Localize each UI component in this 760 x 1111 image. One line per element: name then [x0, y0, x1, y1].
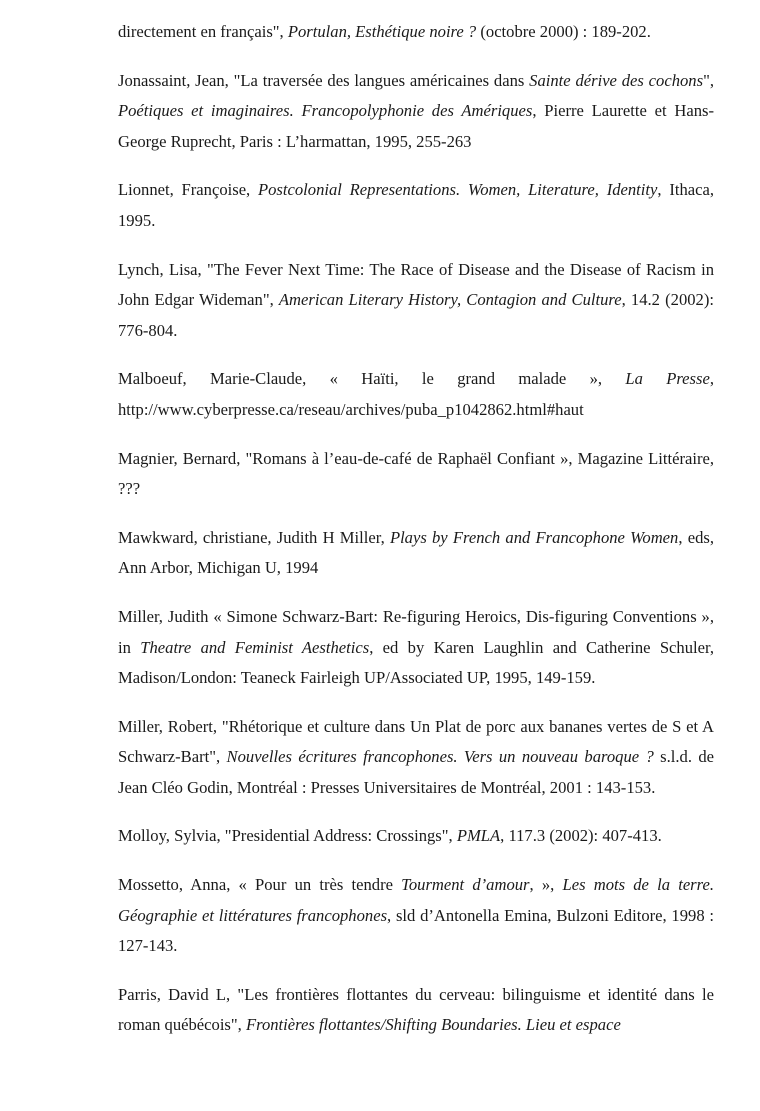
entry-text: Magnier, Bernard, "Romans à l’eau-de-café de Raphaël Confiant », Magazine Littéraire, ???: [118, 448, 714, 499]
entry-text: Mossetto, Anna, « Pour un très tendre: [118, 875, 402, 895]
entry-text: Miller, Judith « Simone Schwarz-Bart: Re-figuring Heroics, Dis-figuring Conventions », in: [118, 606, 714, 657]
entry-text: , Ithaca, 1995.: [118, 180, 715, 230]
bibliography-entry: [118, 712, 714, 804]
bibliography-entry: [118, 821, 714, 852]
entry-title: Les mots de la terre. Géographie et littératures francophones: [118, 875, 714, 925]
bibliography-entry: [118, 602, 714, 694]
entry-title: Postcolonial Representations. Women, Literature, Identity: [258, 180, 658, 200]
bibliography-entry: [118, 980, 714, 1041]
entry-text: , http://www.cyberpresse.ca/reseau/archives/puba_p1042862.html#haut: [118, 369, 714, 419]
entry-title: American Literary History, Contagion and Culture: [278, 290, 622, 310]
entry-title: PMLA: [456, 826, 501, 846]
entry-text: , 117.3 (2002): 407-413.: [500, 826, 662, 846]
entry-text: ",: [703, 70, 714, 90]
bibliography-entry: [118, 523, 714, 584]
entry-text: Parris, David L, "Les frontières flottantes du cerveau: bilinguisme et identité dans le roman québécois",: [118, 984, 714, 1035]
entry-text: , sld d’Antonella Emina, Bulzoni Editore, 1998 : 127-143.: [118, 905, 715, 956]
entry-text: Lionnet, Françoise,: [118, 180, 258, 200]
entry-title: Poétiques et imaginaires. Francopolyphonie des Amériques: [118, 101, 533, 121]
entry-text: Lynch, Lisa, "The Fever Next Time: The Race of Disease and the Disease of Racism in John Edgar Wideman",: [118, 259, 714, 310]
entry-text: (octobre 2000) : 189-202.: [476, 22, 651, 41]
entry-text: , eds, Ann Arbor, Michigan U, 1994: [118, 527, 714, 578]
bibliography-entry: [118, 870, 714, 962]
bibliography-page: [118, 17, 714, 1059]
bibliography-entry: [118, 444, 714, 505]
entry-text: Miller, Robert, "Rhétorique et culture dans Un Plat de porc aux bananes vertes de S et A Schwarz-Bart",: [118, 716, 714, 767]
entry-title: Frontières flottantes/Shifting Boundaries. Lieu et espace: [245, 1015, 621, 1035]
bibliography-entry: [118, 364, 714, 425]
entry-text: , »,: [529, 875, 563, 895]
entry-title: Theatre and Feminist Aesthetics: [140, 637, 370, 657]
entry-text: s.l.d. de Jean Cléo Godin, Montréal : Presses Universitaires de Montréal, 2001 : 143-153.: [118, 747, 715, 797]
entry-title: La Presse: [625, 369, 710, 389]
entry-text: Mawkward, christiane, Judith H Miller,: [118, 527, 390, 547]
entry-title: Sainte dérive des cochons: [529, 70, 704, 90]
entry-text: , Pierre Laurette et Hans-George Ruprecht, Paris : L’harmattan, 1995, 255-263: [118, 101, 714, 151]
entry-title: Plays by French and Francophone Women: [389, 527, 679, 547]
entry-title: Tourment d’amour: [401, 875, 530, 895]
bibliography-entry: [118, 255, 714, 347]
entry-title: Nouvelles écritures francophones. Vers un nouveau baroque ?: [226, 747, 654, 767]
entry-text: Molloy, Sylvia, "Presidential Address: Crossings",: [118, 826, 457, 846]
entry-text: , ed by Karen Laughlin and Catherine Schuler, Madison/London: Teaneck Fairleigh UP/Associated UP, 1995, 149-159.: [118, 637, 714, 688]
bibliography-entry: [118, 66, 714, 158]
bibliography-entry: [118, 17, 714, 48]
entry-title: Portulan, Esthétique noire ?: [287, 22, 477, 41]
entry-text: Jonassaint, Jean, "La traversée des langues américaines dans: [118, 70, 530, 90]
entry-text: Malboeuf, Marie-Claude, « Haïti, le grand malade »,: [118, 369, 626, 389]
bibliography-entry: [118, 175, 714, 236]
entry-text: , 14.2 (2002): 776-804.: [118, 290, 714, 340]
entry-text: directement en français",: [118, 22, 288, 41]
